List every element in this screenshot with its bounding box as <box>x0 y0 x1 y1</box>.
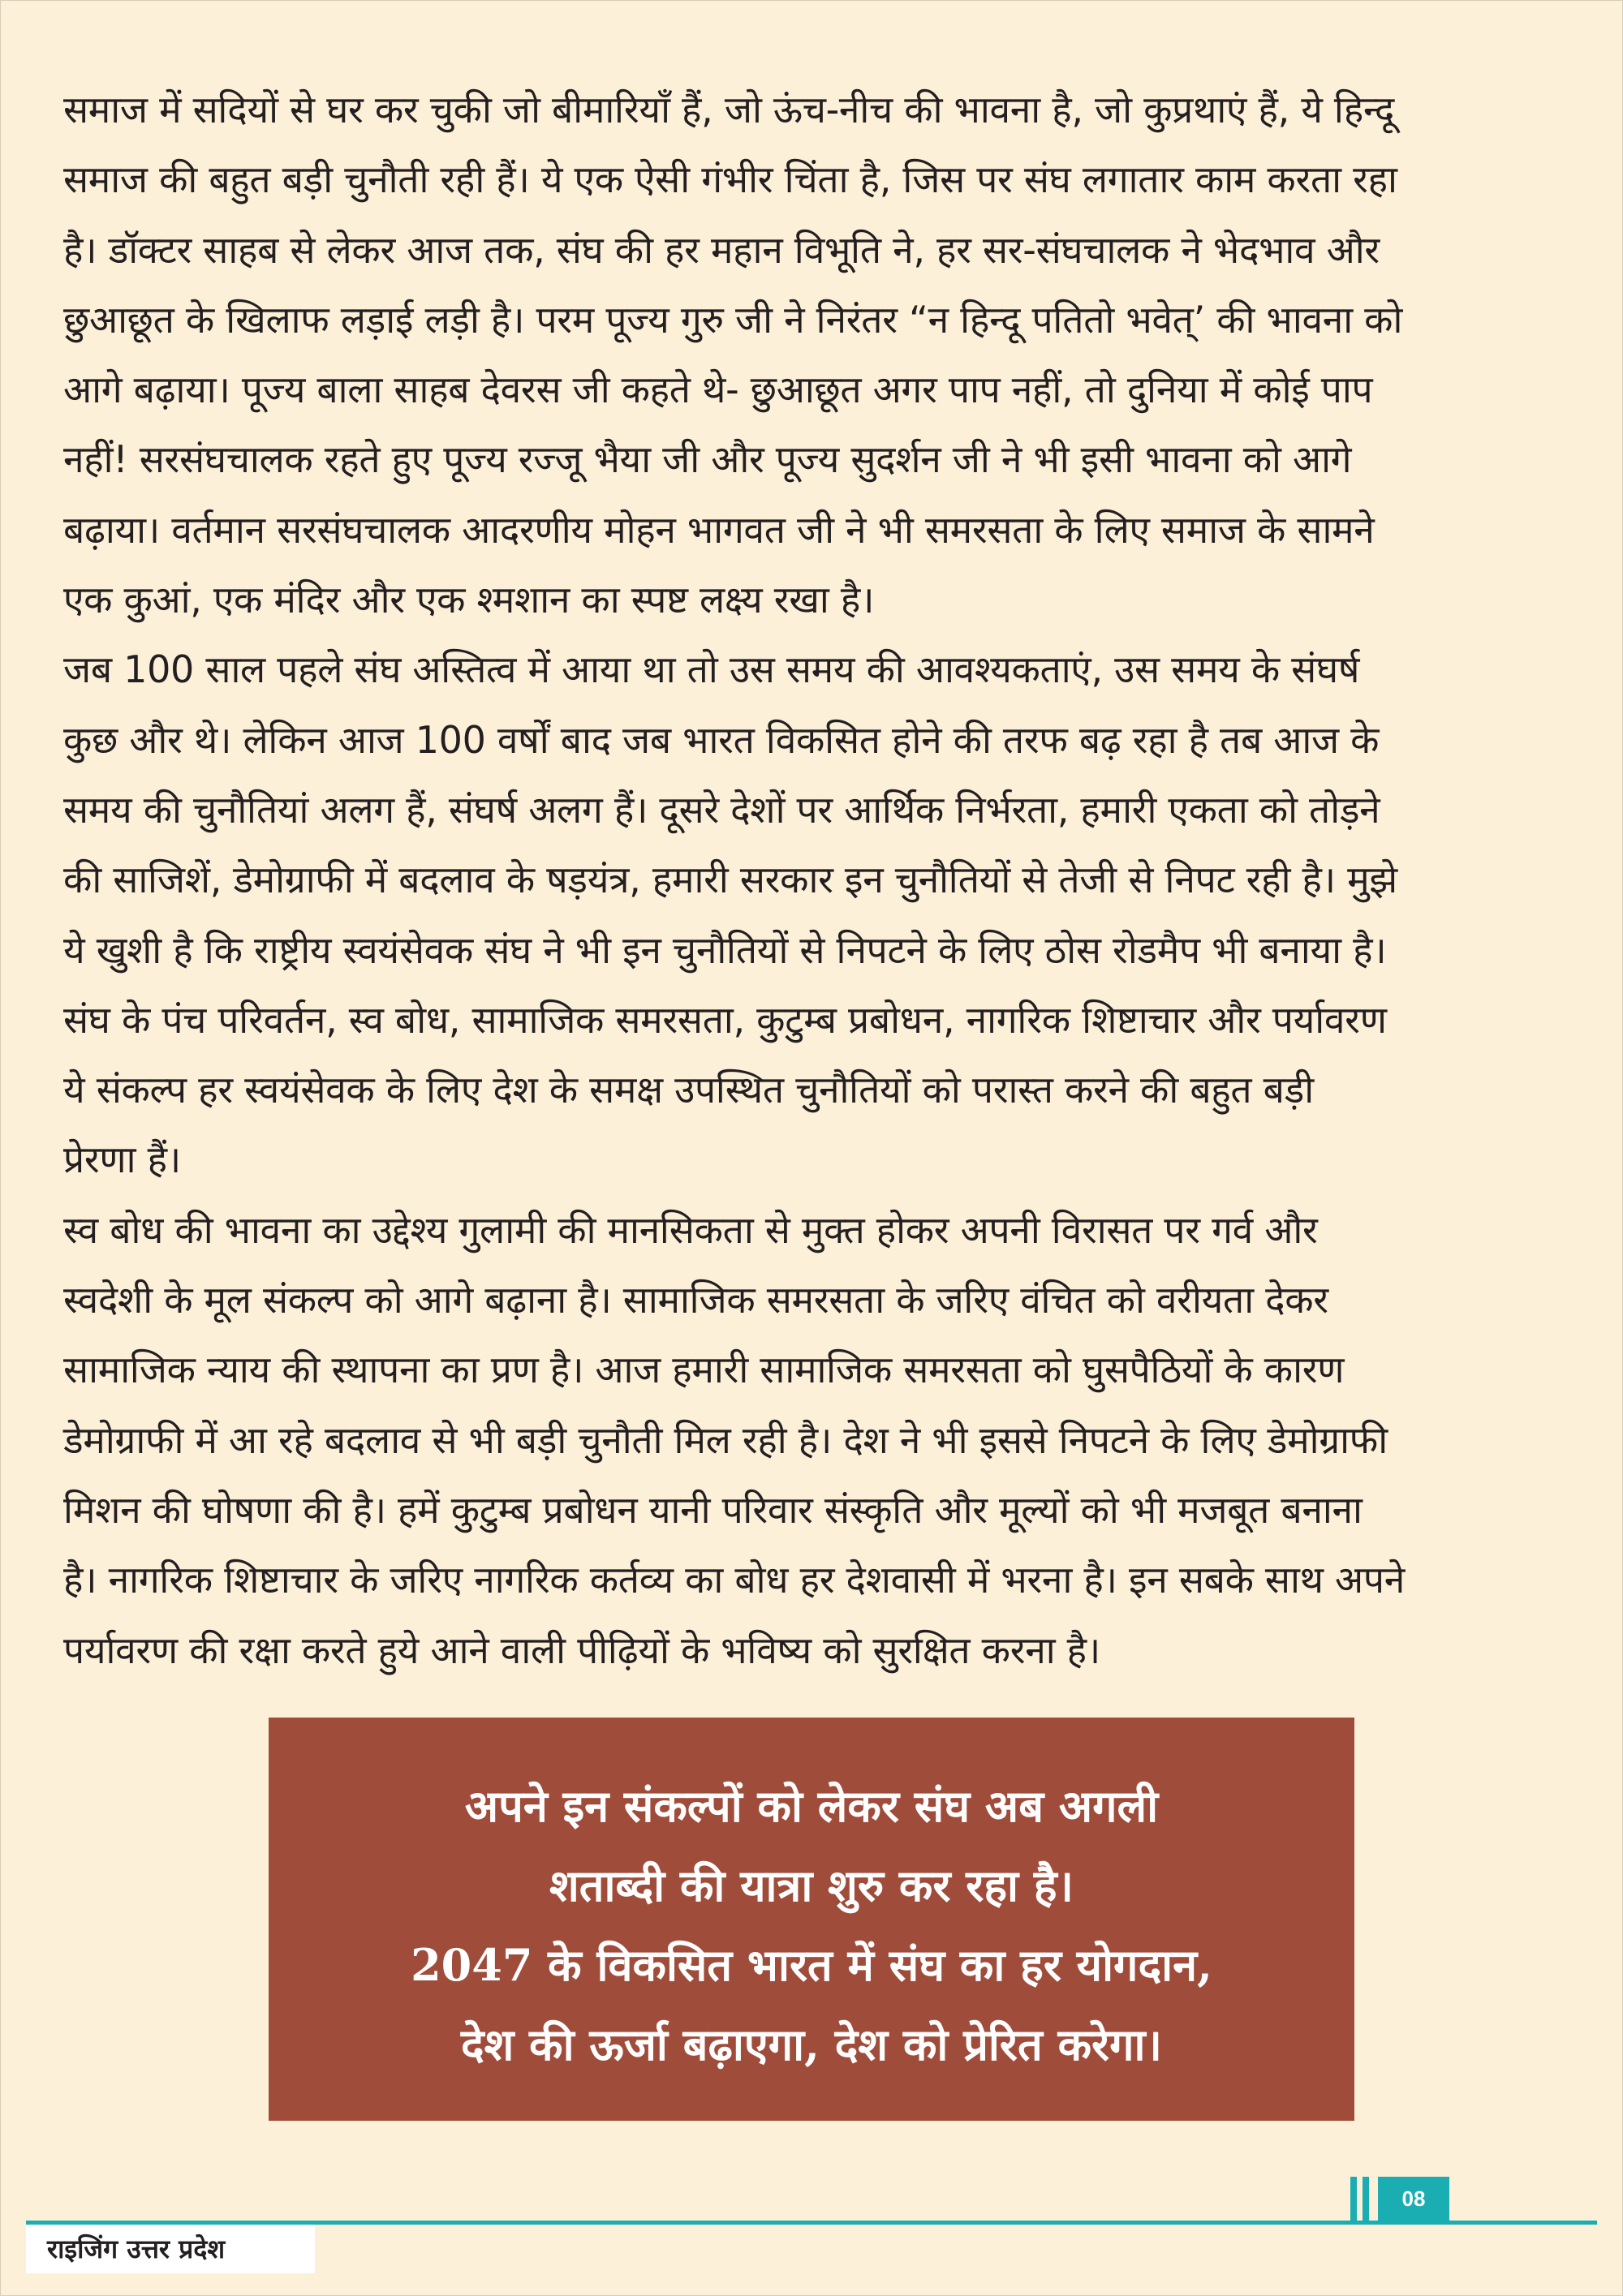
callout-line: शताब्दी की यात्रा शुरु कर रहा है। <box>549 1860 1074 1911</box>
article-line: संघ के पंच परिवर्तन, स्व बोध, सामाजिक समरसता, कुटुम्ब प्रबोधन, नागरिक शिष्टाचार और पर्यावरण <box>63 997 1387 1042</box>
article-line: बढ़ाया। वर्तमान सरसंघचालक आदरणीय मोहन भागवत जी ने भी समरसता के लिए समाज के सामने <box>63 507 1375 552</box>
article-line: प्रेरणा हैं। <box>63 1137 181 1182</box>
article-line: मिशन की घोषणा की है। हमें कुटुम्ब प्रबोधन यानी परिवार संस्कृति और मूल्यों को भी मजबूत बनाना <box>63 1487 1363 1532</box>
article-line: समाज की बहुत बड़ी चुनौती रही हैं। ये एक ऐसी गंभीर चिंता है, जिस पर संघ लगातार काम करता रहा <box>63 157 1397 202</box>
article-line: स्व बोध की भावना का उद्देश्य गुलामी की मानसिकता से मुक्त होकर अपनी विरासत पर गर्व और <box>63 1207 1318 1252</box>
accent-bar <box>1363 2177 1369 2221</box>
page-number: 08 <box>1378 2177 1449 2221</box>
article-line: ये संकल्प हर स्वयंसेवक के लिए देश के समक्ष उपस्थित चुनौतियों को परास्त करने की बहुत बड़ी <box>63 1068 1314 1112</box>
article-line: समय की चुनौतियां अलग हैं, संघर्ष अलग हैं। दूसरे देशों पर आर्थिक निर्भरता, हमारी एकता को तोड़ने <box>63 787 1380 832</box>
article-line: पर्यावरण की रक्षा करते हुये आने वाली पीढ़ियों के भविष्य को सुरक्षित करना है। <box>63 1627 1100 1672</box>
article-line: है। डॉक्टर साहब से लेकर आज तक, संघ की हर महान विभूति ने, हर सर-संघचालक ने भेदभाव और <box>63 227 1380 272</box>
article-line: एक कुआं, एक मंदिर और एक श्मशान का स्पष्ट लक्ष्य रखा है। <box>63 578 875 622</box>
article-line: सामाजिक न्याय की स्थापना का प्रण है। आज हमारी सामाजिक समरसता को घुसपैठियों के कारण <box>63 1348 1345 1392</box>
article-line: डेमोग्राफी में आ रहे बदलाव से भी बड़ी चुनौती मिल रही है। देश ने भी इससे निपटने के लिए डेमोग्राफी <box>63 1417 1388 1462</box>
publication-label-box <box>26 2225 315 2273</box>
article-line: समाज में सदियों से घर कर चुकी जो बीमारियाँ हैं, जो ऊंच-नीच की भावना है, जो कुप्रथाएं हैं, ये हिन्दू <box>63 88 1394 131</box>
article-line: कुछ और थे। लेकिन आज 100 वर्षों बाद जब भारत विकसित होने की तरफ बढ़ रहा है तब आज के <box>63 717 1380 762</box>
publication-name: राइजिंग उत्तर प्रदेश <box>47 2234 226 2264</box>
callout-line: अपने इन संकल्पों को लेकर संघ अब अगली <box>464 1780 1159 1832</box>
accent-bar <box>1350 2177 1357 2221</box>
article-line: है। नागरिक शिष्टाचार के जरिए नागरिक कर्तव्य का बोध हर देशवासी में भरना है। इन सबके साथ अपने <box>63 1558 1405 1602</box>
article-line: छुआछूत के खिलाफ लड़ाई लड़ी है। परम पूज्य गुरु जी ने निरंतर “न हिन्दू पतितो भवेत्’ की भावना को <box>63 297 1403 342</box>
page-number-accent-bars <box>1350 2177 1369 2221</box>
callout-line: देश की ऊर्जा बढ़ाएगा, देश को प्रेरित करेगा। <box>460 2019 1162 2070</box>
article-line: की साजिशें, डेमोग्राफी में बदलाव के षड़यंत्र, हमारी सरकार इन चुनौतियों से तेजी से निपट रही है। मुझे <box>63 858 1397 902</box>
article-line: स्वदेशी के मूल संकल्प को आगे बढ़ाना है। सामाजिक समरसता के जरिए वंचित को वरीयता देकर <box>63 1278 1328 1322</box>
article-line: नहीं! सरसंघचालक रहते हुए पूज्य रज्जू भैया जी और पूज्य सुदर्शन जी ने भी इसी भावना को आगे <box>63 437 1352 482</box>
article-body <box>63 75 1565 1685</box>
callout-box <box>269 1718 1354 2121</box>
callout-line: 2047 के विकसित भारत में संघ का हर योगदान, <box>411 1939 1212 1991</box>
article-line: ये खुशी है कि राष्ट्रीय स्वयंसेवक संघ ने भी इन चुनौतियों से निपटने के लिए ठोस रोडमैप भी बनाया है। <box>63 927 1387 972</box>
article-line: आगे बढ़ाया। पूज्य बाला साहब देवरस जी कहते थे- छुआछूत अगर पाप नहीं, तो दुनिया में कोई पाप <box>63 368 1373 412</box>
article-line: जब 100 साल पहले संघ अस्तित्व में आया था तो उस समय की आवश्यकताएं, उस समय के संघर्ष <box>63 647 1360 692</box>
